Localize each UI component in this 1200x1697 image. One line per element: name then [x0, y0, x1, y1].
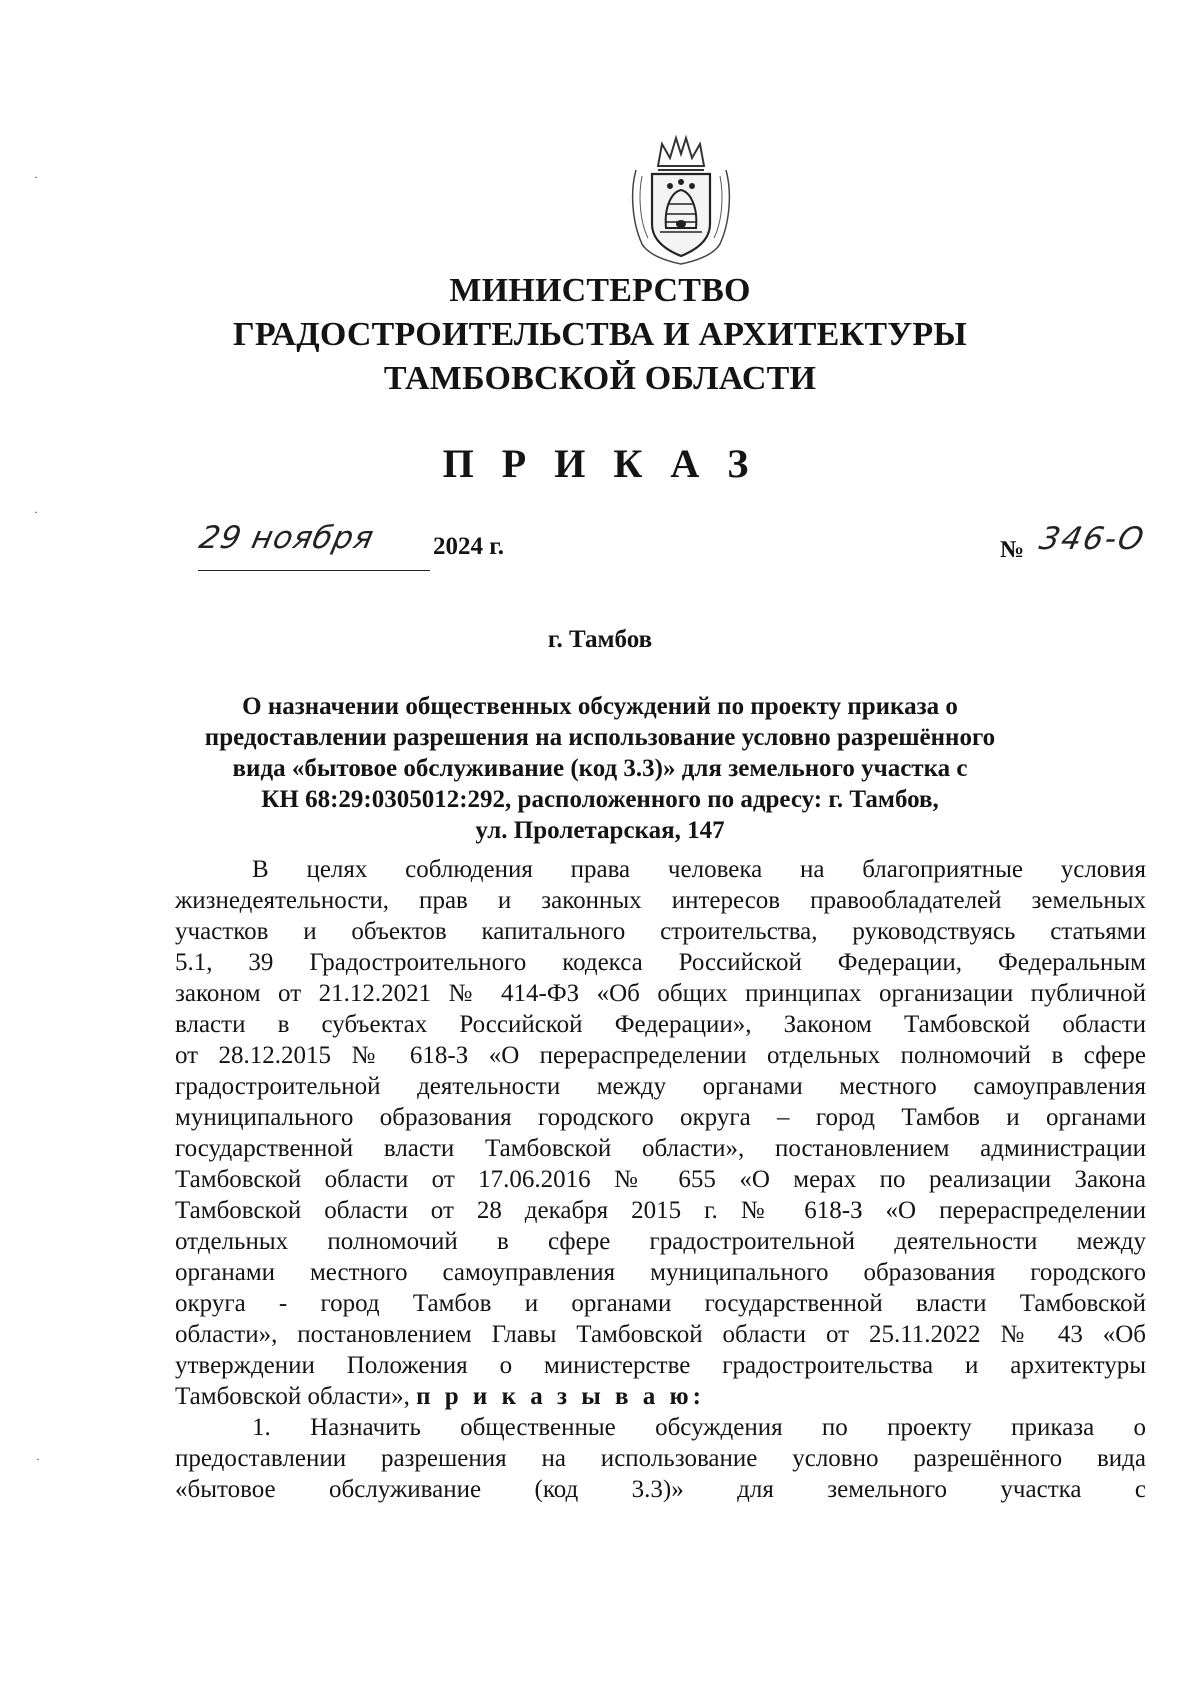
item1-line: 1. Назначить общественные обсуждения по проекту приказа о	[252, 1414, 1146, 1441]
date-underline	[198, 570, 430, 571]
body-line: утверждении Положения о министерстве градостроительства и архитектуры	[175, 1352, 1146, 1379]
date-year: 2024 г.	[433, 533, 505, 560]
final-line-prefix: Тамбовской области»,	[175, 1383, 410, 1410]
item1-line: предоставлении разрешения на использование условно разрешённого вида	[175, 1445, 1146, 1472]
body-line: В целях соблюдения права человека на благоприятные условия	[252, 856, 1146, 883]
body-line: Тамбовской области от 28 декабря 2015 г. № 618-З «О перераспределении	[175, 1197, 1146, 1224]
subject-line: О назначении общественных обсуждений по проекту приказа о	[242, 693, 958, 720]
ministry-title-line-3: ТАМБОВСКОЙ ОБЛАСТИ	[383, 360, 817, 397]
body-line: отдельных полномочий в сфере градостроительной деятельности между	[175, 1228, 1146, 1255]
body-line: градостроительной деятельности между органами местного самоуправления	[175, 1073, 1146, 1100]
body-line: государственной власти Тамбовской области», постановлением администрации	[175, 1135, 1146, 1162]
body-line: муниципального образования городского округа – город Тамбов и органами	[175, 1104, 1146, 1131]
handwritten-date: 29 ноября	[196, 520, 378, 556]
body-line: 5.1, 39 Градостроительного кодекса Российской Федерации, Федеральным	[175, 949, 1146, 976]
order-subject	[0, 691, 1200, 846]
coat-of-arms-emblem	[628, 132, 734, 266]
body-line: участков и объектов капитального строительства, руководствуясь статьями	[175, 918, 1146, 945]
coat-of-arms-icon	[628, 132, 734, 266]
ministry-title-line-1: МИНИСТЕРСТВО	[449, 272, 751, 309]
body-line-order	[175, 1383, 1146, 1411]
scan-mark: ·	[34, 170, 38, 184]
number-sign: №	[1000, 537, 1025, 563]
subject-line: ул. Пролетарская, 147	[475, 817, 725, 844]
order-word: п р и к а з ы в а ю:	[416, 1383, 705, 1410]
subject-line: КН 68:29:0305012:292, расположенного по адресу: г. Тамбов,	[261, 786, 939, 813]
body-line: законом от 21.12.2021 № 414-ФЗ «Об общих принципах организации публичной	[175, 980, 1146, 1007]
body-line: Тамбовской области от 17.06.2016 № 655 «О мерах по реализации Закона	[175, 1166, 1146, 1193]
body-line: округа - город Тамбов и органами государственной власти Тамбовской	[175, 1290, 1146, 1317]
handwritten-order-number: 346-О	[1036, 521, 1149, 557]
body-line: органами местного самоуправления муниципального образования городского	[175, 1259, 1146, 1286]
body-line: области», постановлением Главы Тамбовской области от 25.11.2022 № 43 «Об	[175, 1321, 1146, 1348]
ministry-title-line-2: ГРАДОСТРОИТЕЛЬСТВА И АРХИТЕКТУРЫ	[233, 316, 967, 353]
subject-line: вида «бытовое обслуживание (код 3.3)» для земельного участка с	[232, 755, 968, 782]
document-type-title: П Р И К А З	[442, 441, 758, 486]
city-name: г. Тамбов	[547, 626, 653, 653]
body-line: жизнедеятельности, прав и законных интересов правообладателей земельных	[175, 887, 1146, 914]
subject-line: предоставлении разрешения на использование условно разрешённого	[204, 724, 996, 751]
scan-mark: ·	[36, 1452, 40, 1466]
item1-line: «бытовое обслуживание (код 3.3)» для земельного участка с	[175, 1476, 1146, 1503]
scan-mark: ·	[34, 505, 38, 519]
body-line: власти в субъектах Российской Федерации», Законом Тамбовской области	[175, 1011, 1146, 1038]
body-line: от 28.12.2015 № 618-З «О перераспределении отдельных полномочий в сфере	[175, 1042, 1146, 1069]
